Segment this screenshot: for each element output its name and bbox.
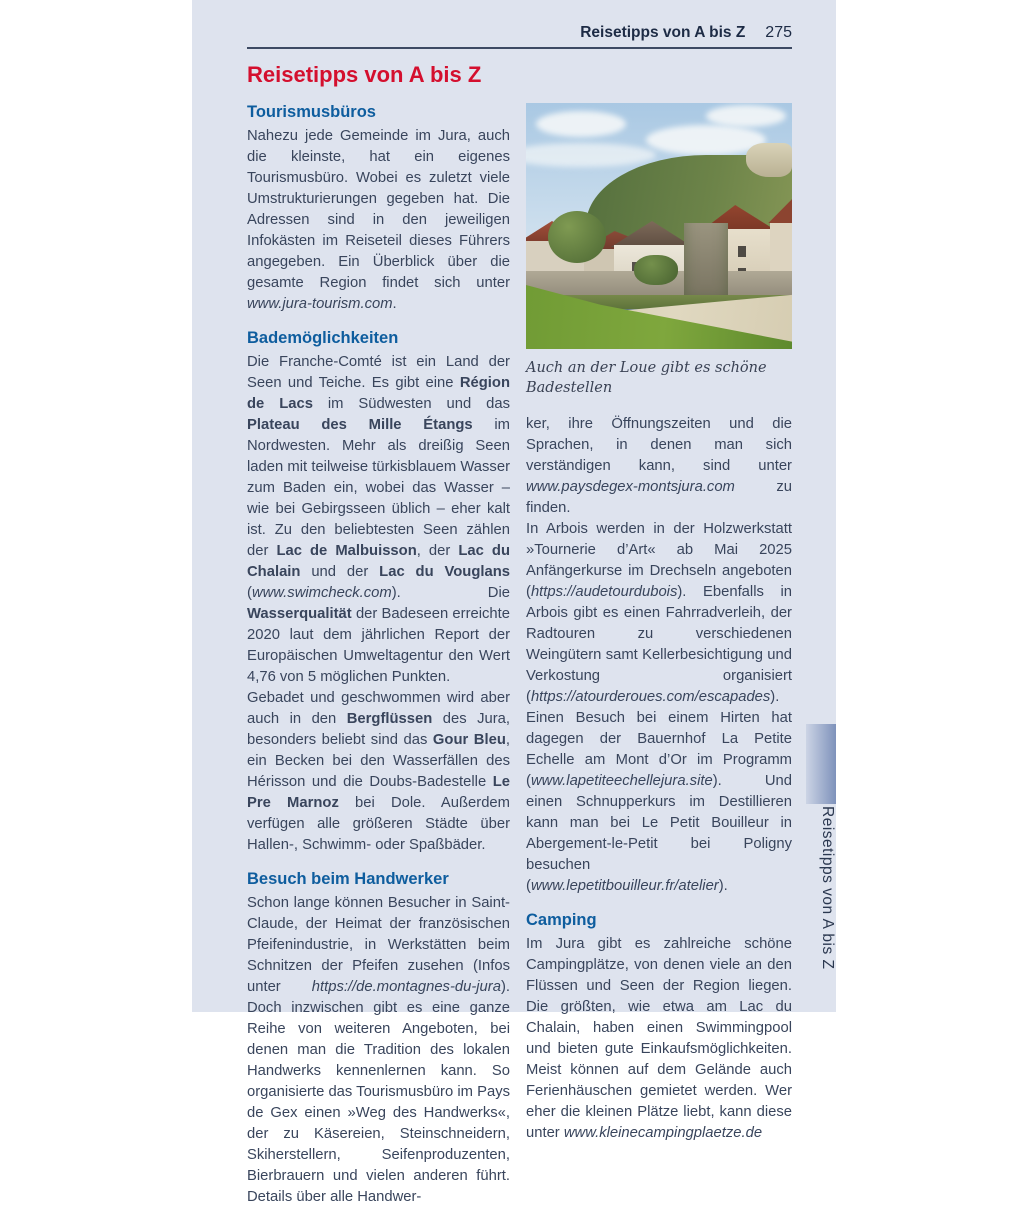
paragraph: Schon lange können Besucher in Saint-Claude, der Heimat der französischen Pfeifenindustrie, in Werkstätten beim Schnitzen der Pfeifen zusehen (Infos unter https://de.montagnes-du-jura). Doch inzwischen gibt es eine ganze Reihe von weiteren Angeboten, bei denen man die Tradition des lokalen Handwerks kennenlernen kann. So organisierte das Tourismusbüro im Pays de Gex einen »Weg des Handwerks«, der zu Käsereien, Steinschneidern, Skiherstellern, Seifenproduzenten, Bierbrauern und vielen anderen führt. Details über alle Handwer- [247, 895, 510, 1205]
chapter-tab-marker [806, 724, 836, 804]
cloud-shape [526, 143, 656, 167]
paragraph: In Arbois werden in der Holzwerkstatt »Tournerie d’Art« ab Mai 2025 Anfängerkurse im Drechseln angeboten (https://audetourdubois). Ebenfalls in Arbois gibt es einen Fahrradverleih, der Radtouren zu verschiedenen Weingütern samt Kellerbesichtigung und Verkostung organisiert (https://atourderoues.com/escapades). Einen Besuch bei einem Hirten hat dagegen der Bauernhof La Petite Echelle am Mont d’Or im Programm (www.lapetiteechellejura.site). Und einen Schnupperkurs im Destillieren kann man bei Le Petit Bouilleur in Abergement-le-Petit bei Poligny besuchen (www.lepetitbouilleur.fr/atelier). [526, 521, 792, 894]
tree [548, 211, 606, 263]
page-content [247, 0, 792, 1208]
page-number: 275 [765, 24, 792, 41]
page-title: Reisetipps von A bis Z [247, 62, 482, 87]
paragraph: Gebadet und geschwommen wird aber auch in den Bergflüssen des Jura, besonders beliebt sind das Gour Bleu, ein Becken bei den Wasserfällen des Hérisson und die Doubs-Badestelle Le Pre Marnoz bei Dole. Außerdem verfügen alle größeren Städte über Hallen-, Schwimm- oder Spaßbäder. [247, 690, 510, 853]
section-heading-tourismusbueros: Tourismusbüros [247, 103, 376, 121]
section-heading-bademoeglichkeiten: Bademöglichkeiten [247, 329, 399, 347]
right-column [526, 103, 792, 1208]
paragraph: Nahezu jede Gemeinde im Jura, auch die kleinste, hat ein eigenes Tourismusbüro. Wobei es zuletzt viele Umstrukturierungen gegeben hat. Die Adressen sind in den jeweiligen Infokästen im Reiseteil dieses Führers angegeben. Ein Überblick über die gesamte Region findet sich unter www.jura-tourism.com. [247, 128, 510, 312]
paragraph: Die Franche-Comté ist ein Land der Seen und Teiche. Es gibt eine Région de Lacs im Südwesten und das Plateau des Mille Étangs im Nordwesten. Mehr als dreißig Seen laden mit teilweise türkisblauem Wasser zum Baden ein, wobei das Wasser – wie bei Gebirgsseen üblich – eher kalt ist. Zu den beliebtesten Seen zählen der Lac de Malbuisson, der Lac du Chalain und der Lac du Vouglans (www.swimcheck.com). Die Wasserqualität der Badeseen erreichte 2020 laut dem jährlichen Report der Europäischen Umweltagentur den Wert 4,76 von 5 möglichen Punkten. [247, 354, 510, 685]
book-page [192, 0, 836, 1205]
bush [634, 255, 678, 285]
photo-caption: Auch an der Loue gibt es schöne Badestellen [526, 360, 767, 396]
text-columns [247, 103, 792, 1208]
cloud-shape [706, 105, 786, 127]
running-header-title: Reisetipps von A bis Z [580, 24, 746, 41]
river-village-photo [526, 103, 792, 349]
chapter-tab-label: Reisetipps von A bis Z [819, 806, 836, 970]
running-header [247, 0, 792, 49]
paragraph: ker, ihre Öffnungszeiten und die Sprachen, in denen man sich verständigen kann, sind unter www.paysdegex-montsjura.com zu finden. [526, 416, 792, 516]
rock-face [746, 143, 792, 177]
cloud-shape [536, 111, 626, 137]
section-heading-besuch-beim-handwerker: Besuch beim Handwerker [247, 870, 449, 888]
village-house [770, 199, 792, 279]
section-heading-camping: Camping [526, 911, 597, 929]
paragraph: Im Jura gibt es zahlreiche schöne Campingplätze, von denen viele an den Flüssen und Seen der Region liegen. Die größten, wie etwa am Lac du Chalain, haben einen Swimmingpool und bieten gute Einkaufsmöglichkeiten. Meist können auf dem Gelände auch Ferienhäuschen gemietet werden. Wer eher die kleinen Plätze liebt, kann diese unter www.kleinecampingplaetze.de [526, 936, 792, 1141]
left-column [247, 103, 510, 1208]
